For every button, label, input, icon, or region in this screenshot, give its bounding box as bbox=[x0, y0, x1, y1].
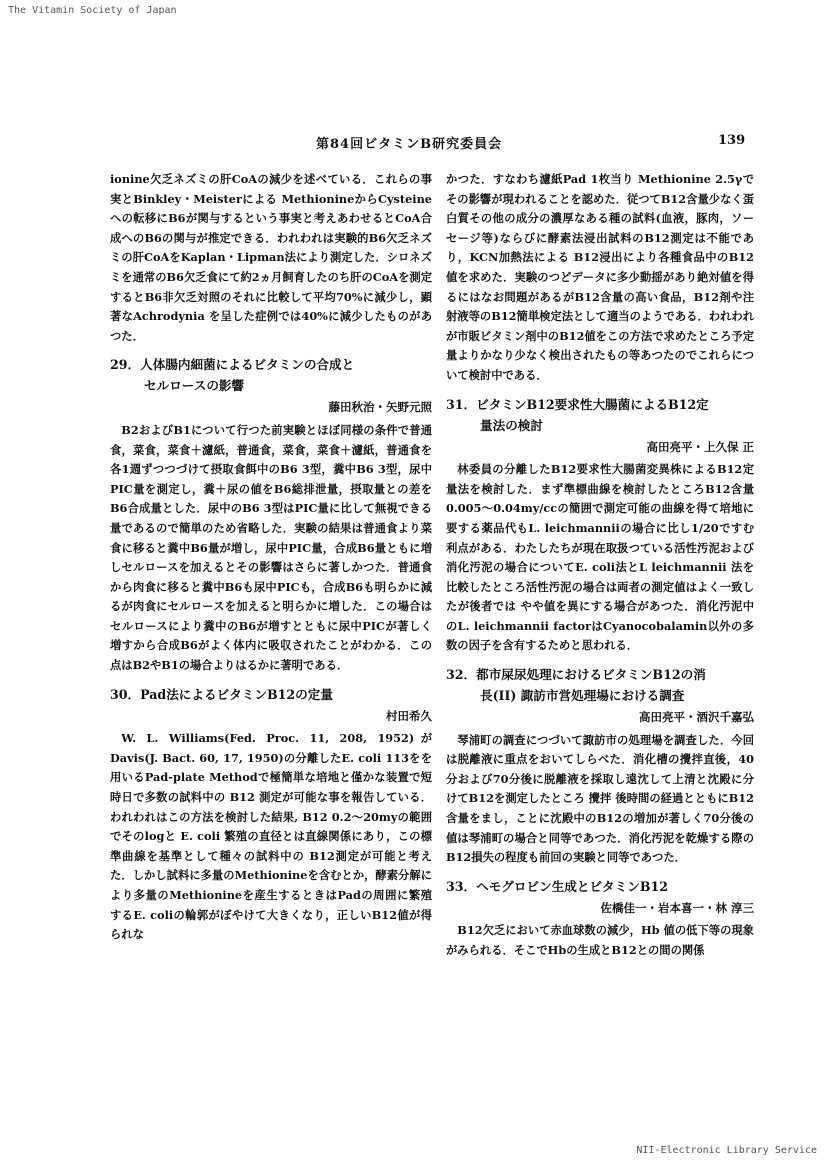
section-29-body: B2およびB1について行つた前実験とほぼ同様の条件で普通食，菜食，菜食＋濾紙，普通食，菜食，菜食＋濾紙，普通食を各1週ずつつづけて摂取食餌中のB6 3型，糞中B6 3型，尿中PIC量を測定し，糞＋尿の値をB6総排泄量，摂取量との差をB6合成量とした．尿中のB6 3型はPIC量に比して無視できる量であるので簡単のため省略した．実験の結果は普通食より菜食に移ると糞中B6量が増し，尿中PIC量，合成B6量ともに増しセルロースを加えるとその影響はさらに著しかつた．普通食から肉食に移ると糞中B6も尿中PICも，合成B6も明らかに減るが肉食にセルロースを加えると明らかに増した．この場合はセルロースにより糞中のB6が増すとともに尿中PICが著しく増すから合成B6がよく体内に吸収されたことがわかる．この点はB2やB1の場合よりはるかに著明である． bbox=[110, 422, 432, 673]
section-29-title-line2: セルロースの影響 bbox=[144, 378, 245, 394]
page-number: 139 bbox=[718, 133, 746, 148]
running-header: 第84回ビタミンB研究委員会 bbox=[316, 137, 503, 152]
section-30-title: 30．Pad法によるビタミンB12の定量 bbox=[110, 686, 333, 702]
section-30-continuation: かつた．すなわち濾紙Pad 1枚当り Methionine 2.5γでその影響が現われることを認めた．従つてB12含量少なく蛋白質その他の成分の濃厚なある種の試料(血液，豚肉，ソーセージ等)ならびに酵素法浸出試料のB12測定は不能であり，KCN加熱法による B12浸出により各種食品中のB12値を求めた．実験のつどデータに多少動揺があり絶対値を得るにはなお問題があるがB12含量の高い食品，B12剤や注射液等のB12簡単検定法として適当のようである．われわれが市販ビタミン剤中のB12値をこの方法で求めたところ予定量よりかなり少なく検出されたもの等あつたのでこれらについて検討中である． bbox=[446, 172, 754, 382]
left-column bbox=[110, 170, 432, 945]
section-29-title bbox=[110, 354, 432, 396]
section-33-authors: 佐橋佳一・岩本喜一・林 淳三 bbox=[600, 900, 754, 915]
section-33-title: 33．ヘモグロビン生成とビタミンB12 bbox=[446, 878, 669, 894]
section-32-title-line1: 32．都市屎尿処理におけるビタミンB12の消 bbox=[446, 667, 706, 683]
section-32-title bbox=[446, 664, 754, 706]
intro-paragraph: ionine欠乏ネズミの肝CoAの減少を述べている．これらの事実とBinkley・Meisterによる MethionineからCysteine への転移にB6が関与するという事実と考えあわせるとCoA合成へのB6の関与が推定できる．われわれは実験的B6欠乏ネズミの肝CoAをKaplan・Lipman法により測定した．シロネズミを通常のB6欠乏食にて約2ヵ月飼育したのち肝のCoAを測定するとB6非欠乏対照のそれに比較して平均70%に減少し，顕著なAchrodynia を呈した症例では40%に減少したものがあつた． bbox=[110, 172, 432, 343]
section-31-body: 林委員の分離したB12要求性大腸菌変異株によるB12定量法を検討した．まず準標曲線を検討したところB12含量0.005〜0.04my/ccの簡囲で測定可能の曲線を得て培地に要する薬品代もL. leichmanniiの場合に比し1/20ですむ利点がある．わたしたちが現在取扱つている活性汚泥および消化汚泥の場合についてE. coli法とL leichmannii 法を比較したところ活性汚泥の場合は両者の測定値はよく一致したが後者では やや値を異にする場合があつた．消化汚泥中のL. leichmannii factorはCyanocobalamin以外の多数の因子を含有するためと思われる． bbox=[446, 462, 754, 653]
section-31-title bbox=[446, 394, 754, 436]
section-32-title-line2: 長(II) 諏訪市営処理場における調査 bbox=[480, 688, 685, 704]
section-29-title-line1: 29．人体腸内細菌によるビタミンの合成と bbox=[110, 357, 355, 373]
section-31-title-line1: 31．ビタミンB12要求性大腸菌によるB12定 bbox=[446, 396, 709, 412]
section-30-body: W. L. Williams(Fed. Proc. 11, 208, 1952)がDavis(J. Bact. 60, 17, 1950)の分離したE. coli 113をを用いるPad-plate Methodで極簡単な培地と僅かな装置で短時日で多数の試料中の B12 測定が可能な事を報告している．われわれはこの方法を検討した結果, B12 0.2〜20myの範囲でそのlogと E. coli 繁殖の直径とは直線関係にあり，この標準曲線を基準として種々の試料中の B12測定が可能と考えた．しかし試料に多量のMethionineを含むとか，酵素分解により多量のMethionineを産生するときはPadの周囲に繁殖するE. coliの輪郭がぼやけて大きくなり，正しいB12値が得られな bbox=[110, 731, 432, 942]
section-30-authors: 村田希久 bbox=[386, 708, 432, 723]
section-31-title-line2: 量法の検討 bbox=[480, 417, 543, 433]
library-footer: NII-Electronic Library Service bbox=[636, 1145, 817, 1156]
section-32-authors: 高田亮平・酒沢千嘉弘 bbox=[639, 710, 754, 725]
section-32-body: 琴浦町の調査につづいて諏訪市の処理場を調査した．今回は脱離液に重点をおいてしらべた．消化槽の攪拌直後，40分および70分後に脱離液を採取し遠沈して上清と沈殿に分けてB12を測定したところ 攪拌 後時間の経過とともにB12含量をまし，ことに沈殿中のB12の増加が著しく70分後の値は琴浦町の場合と同等であつた．消化汚泥を乾燥する際のB12損失の程度も前回の実験と同等であつた． bbox=[446, 732, 754, 865]
section-29-authors: 藤田秋治・矢野元照 bbox=[328, 400, 432, 415]
section-31-authors: 高田亮平・上久保 正 bbox=[646, 439, 754, 454]
section-33-body: B12欠乏において赤血球数の減少，Hb 値の低下等の現象がみられる．そこでHbの生成とB12との間の関係 bbox=[446, 923, 754, 957]
society-watermark: The Vitamin Society of Japan bbox=[8, 5, 177, 16]
right-column bbox=[446, 170, 754, 961]
